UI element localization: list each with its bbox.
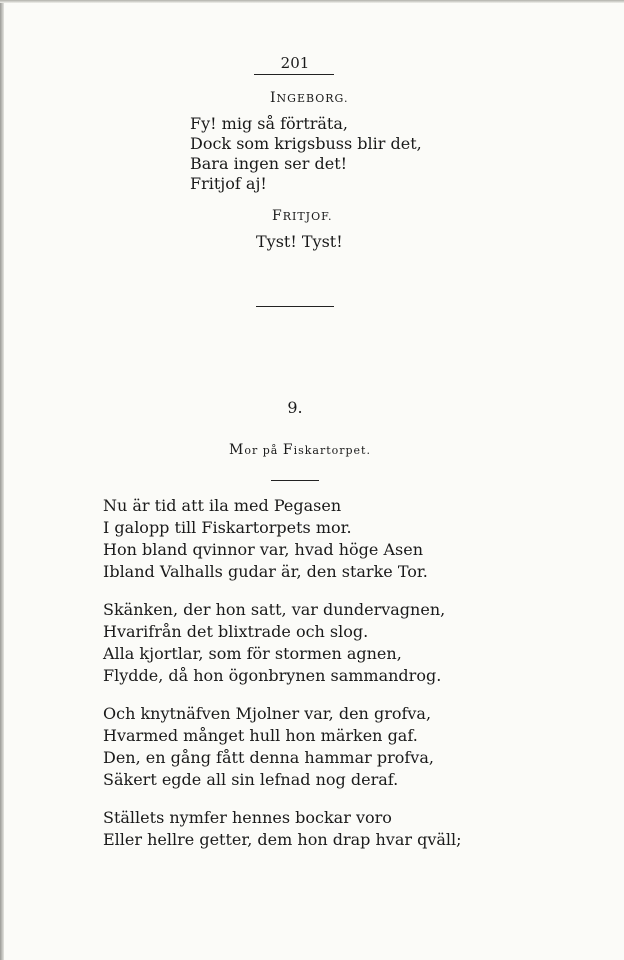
verse-line: Fritjof aj! (190, 174, 267, 193)
page-edge-shadow (0, 0, 4, 960)
header-rule (254, 74, 334, 75)
verse-line: Eller hellre getter, dem hon drap hvar qväll; (103, 830, 462, 849)
verse-line: I galopp till Fiskartorpets mor. (103, 518, 352, 537)
verse-line: Alla kjortlar, som för stormen agnen, (103, 644, 402, 663)
verse-line: Nu är tid att ila med Pegasen (103, 496, 342, 515)
poem-number: 9. (287, 398, 303, 417)
verse-line: Ställets nymfer hennes bockar voro (103, 808, 392, 827)
speaker-fritjof: FRITJOF. (272, 208, 333, 224)
verse-line: Flydde, då hon ögonbrynen sammandrog. (103, 666, 442, 685)
page-top-edge (0, 0, 624, 3)
speaker-ingeborg: INGEBORG. (270, 90, 349, 106)
verse-line: Skänken, der hon satt, var dundervagnen, (103, 600, 446, 619)
title-rule (271, 480, 319, 481)
verse-line: Hvarifrån det blixtrade och slog. (103, 622, 369, 641)
verse-line: Ibland Valhalls gudar är, den starke Tor. (103, 562, 428, 581)
section-divider (256, 306, 334, 307)
page-number: 201 (280, 54, 310, 72)
verse-line: Den, en gång fått denna hammar profva, (103, 748, 434, 767)
verse-line: Säkert egde all sin lefnad nog deraf. (103, 770, 399, 789)
verse-line: Tyst! Tyst! (256, 232, 343, 251)
verse-line: Dock som krigsbuss blir det, (190, 134, 422, 153)
verse-line: Och knytnäfven Mjolner var, den grofva, (103, 704, 432, 723)
verse-line: Fy! mig så förträta, (190, 114, 348, 133)
poem-title: Mor på Fiskartorpet. (229, 442, 371, 458)
verse-line: Bara ingen ser det! (190, 154, 348, 173)
verse-line: Hvarmed månget hull hon märken gaf. (103, 726, 418, 745)
verse-line: Hon bland qvinnor var, hvad höge Asen (103, 540, 424, 559)
